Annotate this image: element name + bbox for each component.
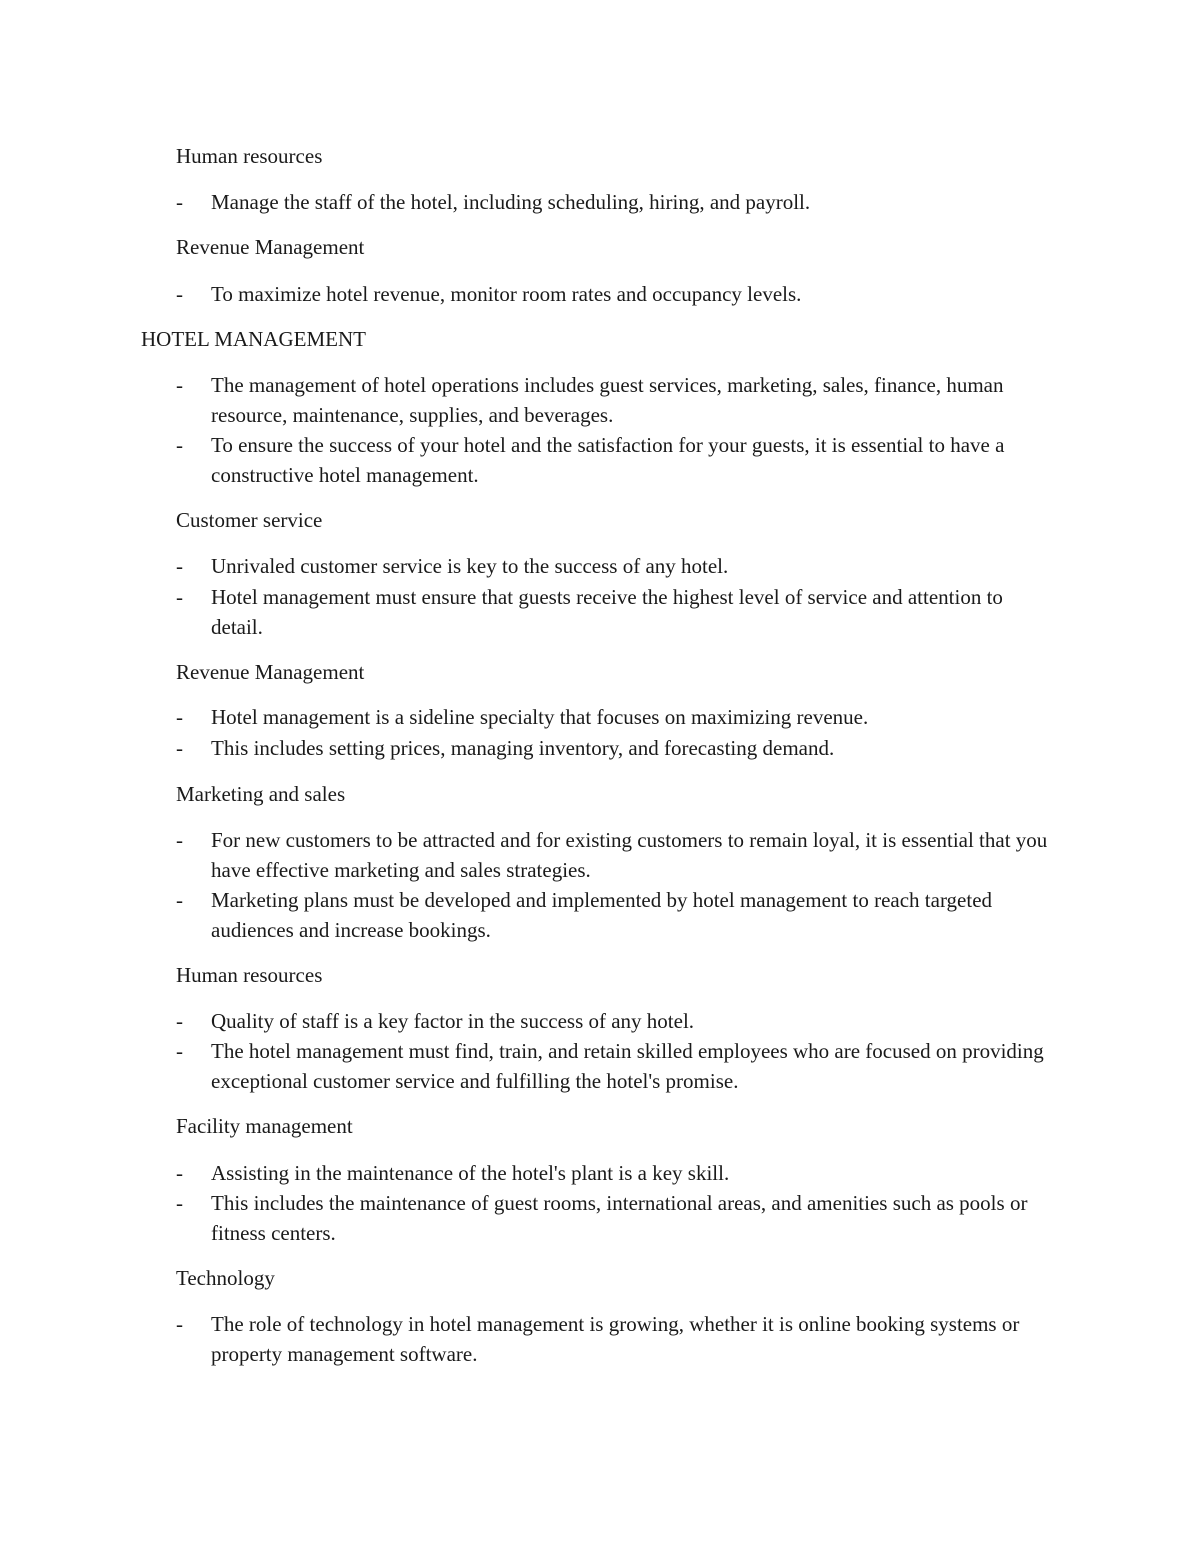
bullet-text: Unrivaled customer service is key to the success of any hotel. xyxy=(211,554,729,578)
bullet-marker: - xyxy=(176,888,183,912)
bullet-text: The hotel management must find, train, and retain skilled employees who are focused on providing exceptional customer service and fulfilling the hotel's promise. xyxy=(211,1039,1044,1093)
bullet-text: The role of technology in hotel management is growing, whether it is online booking systems or property management software. xyxy=(211,1312,1020,1366)
bullet-marker: - xyxy=(176,585,183,609)
section-heading: Technology xyxy=(176,1266,275,1290)
bullet-marker: - xyxy=(176,433,183,457)
section-heading: Revenue Management xyxy=(176,660,365,684)
bullet-text: Hotel management must ensure that guests receive the highest level of service and attention to detail. xyxy=(211,585,1003,639)
bullet-item xyxy=(176,551,1056,581)
bullet-marker: - xyxy=(176,282,183,306)
bullet-item xyxy=(176,702,1056,732)
section-heading: Revenue Management xyxy=(176,235,365,259)
bullet-marker: - xyxy=(176,554,183,578)
bullet-text: To maximize hotel revenue, monitor room rates and occupancy levels. xyxy=(211,282,802,306)
bullet-marker: - xyxy=(176,1191,183,1215)
bullet-text: Hotel management is a sideline specialty that focuses on maximizing revenue. xyxy=(211,705,869,729)
section-heading: Marketing and sales xyxy=(176,782,346,806)
bullet-marker: - xyxy=(176,1312,183,1336)
bullet-text: To ensure the success of your hotel and the satisfaction for your guests, it is essential to have a constructive hotel management. xyxy=(211,433,1005,487)
bullet-marker: - xyxy=(176,828,183,852)
bullet-item xyxy=(176,1188,1056,1248)
bullet-item xyxy=(176,279,1056,309)
bullet-marker: - xyxy=(176,1039,183,1063)
bullet-item xyxy=(176,430,1056,490)
bullet-text: This includes the maintenance of guest rooms, international areas, and amenities such as pools or fitness centers. xyxy=(211,1191,1028,1245)
bullet-item xyxy=(176,1006,1056,1036)
bullet-marker: - xyxy=(176,736,183,760)
bullet-marker: - xyxy=(176,373,183,397)
bullet-item xyxy=(176,187,1056,217)
bullet-item xyxy=(176,733,1056,763)
bullet-text: Manage the staff of the hotel, including scheduling, hiring, and payroll. xyxy=(211,190,811,214)
bullet-marker: - xyxy=(176,705,183,729)
bullet-text: Assisting in the maintenance of the hotel's plant is a key skill. xyxy=(211,1161,730,1185)
bullet-text: The management of hotel operations includes guest services, marketing, sales, finance, human resource, maintenance, supplies, and beverages. xyxy=(211,373,1004,427)
bullet-item xyxy=(176,1309,1056,1369)
bullet-item xyxy=(176,582,1056,642)
section-heading: Human resources xyxy=(176,144,323,168)
bullet-marker: - xyxy=(176,1161,183,1185)
bullet-item xyxy=(176,825,1056,885)
main-heading: HOTEL MANAGEMENT xyxy=(141,327,366,351)
bullet-text: Marketing plans must be developed and implemented by hotel management to reach targeted audiences and increase bookings. xyxy=(211,888,993,942)
section-heading: Facility management xyxy=(176,1114,353,1138)
bullet-item xyxy=(176,370,1056,430)
bullet-text: For new customers to be attracted and for existing customers to remain loyal, it is essential that you have effective marketing and sales strategies. xyxy=(211,828,1048,882)
section-heading: Human resources xyxy=(176,963,323,987)
bullet-text: Quality of staff is a key factor in the success of any hotel. xyxy=(211,1009,695,1033)
bullet-item xyxy=(176,1036,1056,1096)
bullet-marker: - xyxy=(176,190,183,214)
bullet-marker: - xyxy=(176,1009,183,1033)
bullet-text: This includes setting prices, managing inventory, and forecasting demand. xyxy=(211,736,835,760)
section-heading: Customer service xyxy=(176,508,323,532)
bullet-item xyxy=(176,1158,1056,1188)
bullet-item xyxy=(176,885,1056,945)
